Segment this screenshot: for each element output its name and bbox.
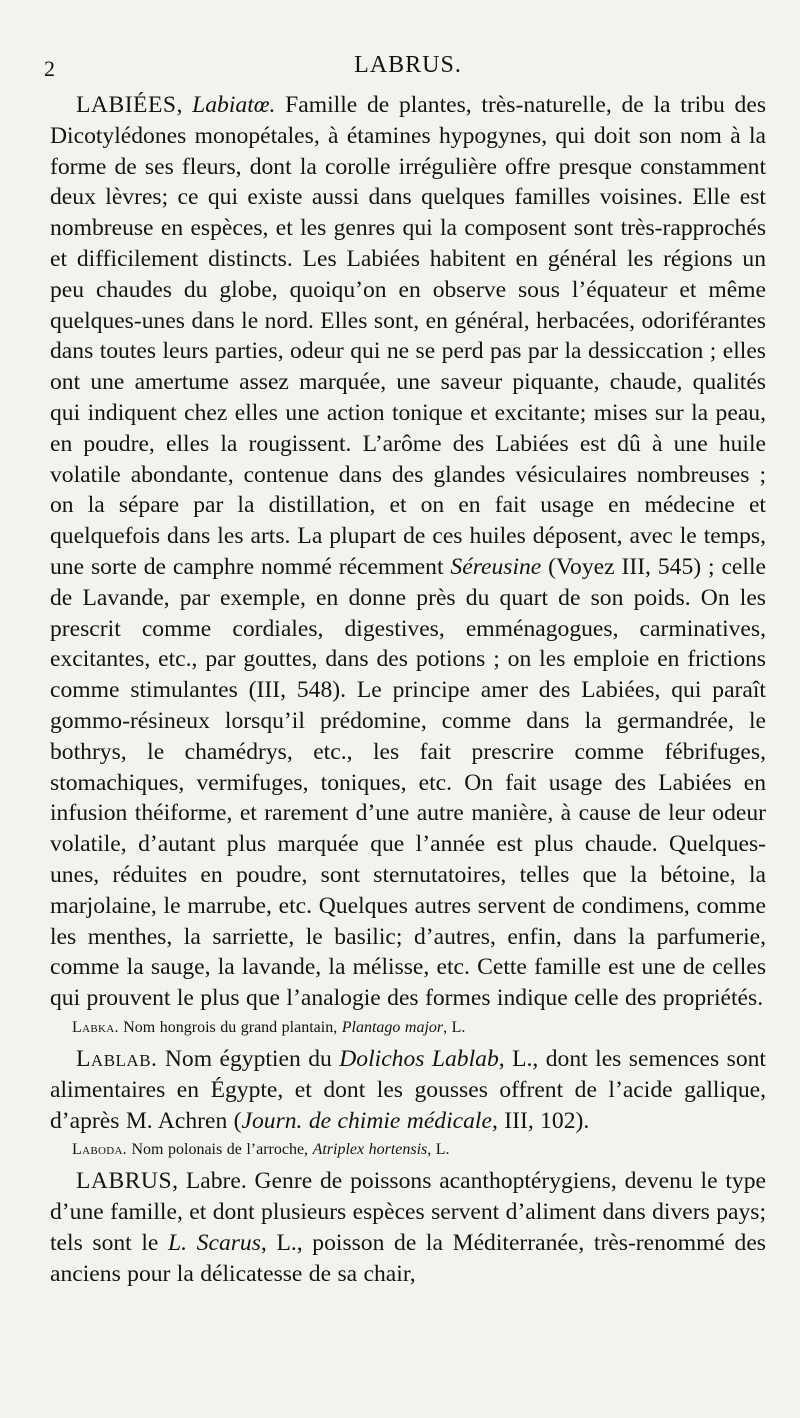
entry-text: Nom hongrois du grand plantain, — [118, 1018, 342, 1036]
entry-text: , L. — [443, 1018, 466, 1036]
entry-latin-name: Labiatœ. — [192, 92, 276, 118]
entry-term: Plantago major — [341, 1018, 444, 1036]
entry-term: L. Scarus — [168, 1229, 261, 1256]
entry-text: , L. — [427, 1141, 450, 1159]
entry-headword: Labka. — [72, 1018, 119, 1036]
entry-labka — [50, 1016, 766, 1040]
entry-text: , III, 102). — [491, 1107, 590, 1134]
entry-lablab — [50, 1044, 766, 1136]
entry-text: Famille de plantes, très-naturelle, de la tribu des Dicotylédones monopétales, à étamines hypogynes, qui doit son nom à la forme de ses fleurs, dont la corolle irrégulière offre presque constamment deux lèvres; ce qui existe aussi dans quelques familles voisines. Elle est nombreuse en espèces, et les genres qui la composent sont très-rapprochés et difficilement distincts. Les Labiées habitent en général les régions un peu chaudes du globe, quoiqu’on en observe sous l’équateur et même quelques-unes dans le nord. Elles sont, en général, herbacées, odoriférantes dans toutes leurs parties, odeur qui ne se perd pas par la dessiccation ; elles ont une amertume assez marquée, une saveur piquante, chaude, qualités qui indiquent chez elles une action tonique et excitante; mises sur la peau, en poudre, elles la rougissent. L’arôme des Labiées est dû à une huile volatile abondante, contenue dans des glandes vésiculaires nombreuses ; on la sépare par la distillation, et on en fait usage en médecine et quelquefois dans les arts. La plupart de ces huiles déposent, avec le temps, une sorte de camphre nommé récemment — [50, 92, 767, 580]
page-number: 2 — [44, 56, 55, 81]
entry-term: Journ. de chimie médicale — [241, 1107, 492, 1134]
entry-text: , Labre. Genre de poissons acanthoptérygiens, devenu le type d’une famille, et dont plusieurs espèces servent d’aliment dans divers pays; tels sont le — [50, 1168, 766, 1256]
entry-text: Nom polonais de l’arroche, — [127, 1141, 313, 1159]
entry-text: , L., poisson de la Méditerranée, très-renommé des anciens pour la délicatesse de sa chair, — [50, 1229, 766, 1287]
entry-term: Dolichos Lablab — [339, 1045, 499, 1072]
entry-text: Nom égyptien du — [157, 1045, 340, 1072]
entry-headword: LABIÉES — [76, 92, 177, 118]
entry-text: , L., dont les semences sont alimentaires en Égypte, et dont les gousses offrent de l’acide gallique, d’après M. Achren ( — [50, 1045, 766, 1134]
entry-term: Atriplex hortensis — [312, 1141, 428, 1159]
entry-laboda — [50, 1138, 766, 1162]
entry-headword: Lablab. — [76, 1045, 158, 1072]
running-head — [44, 50, 766, 90]
running-title: LABRUS. — [354, 52, 462, 78]
entry-headword: LABRUS — [76, 1168, 173, 1195]
entry-labrus — [50, 1166, 766, 1289]
entry-labiees: LABIÉES, Labiatœ. Famille de plantes, très-naturelle, de la tribu des Dicotylédones monopétales, à étamines hypogynes, qui doit son nom à la forme de ses fleurs, dont la corolle irrégulière offre presque constamment deux lèvres; ce qui existe aussi dans quelques familles voisines. Elle est nombreuse en espèces, et les genres qui la composent sont très-rapprochés et difficilement distincts. Les Labiées habitent en général les régions un peu chaudes du globe, quoiqu’on en observe sous l’équateur et même quelques-unes dans le nord. Elles sont, en général, herbacées, odoriférantes dans toutes leurs parties, odeur qui ne se perd pas par la dessiccation ; elles ont une amertume assez marquée, une saveur piquante, chaude, qualités qui indiquent chez elles une action tonique et excitante; mises sur la peau, en poudre, elles la rougissent. L’arôme des Labiées est dû à une huile volatile abondante, contenue dans des glandes vésiculaires nombreuses ; on la sépare par la distillation, et on en fait usage en médecine et quelquefois dans les arts. La plupart de ces huiles déposent, avec le temps, une sorte de camphre nommé récemment Séreusine (Voyez III, 545) ; celle de Lavande, par exemple, en donne près du quart de son poids. On les prescrit comme cordiales, digestives, emménagogues, carminatives, excitantes, etc., par gouttes, dans des potions ; on les emploie en frictions comme stimulantes (III, 548). Le principe amer des Labiées, qui paraît gommo-résineux lorsqu’il prédomine, comme dans la germandrée, le bothrys, le chamédrys, etc., les fait prescrire comme fébrifuges, stomachiques, vermifuges, toniques, etc. On fait usage des Labiées en infusion théiforme, et rarement d’une autre manière, à cause de leur odeur volatile, d’autant plus marquée que l’année est plus chaude. Quelques-unes, réduites en poudre, sont sternutatoires, telles que la bétoine, la marjolaine, le marrube, etc. Quelques autres servent de condimens, comme les menthes, la sarriette, le basilic; d’autres, enfin, dans la parfumerie, comme la sauge, la lavande, la mélisse, etc. Cette famille est une de celles qui prouvent le plus que l’analogie des formes indique celle des propriétés. — [50, 92, 767, 1012]
entry-term: Séreusine — [450, 553, 542, 580]
entry-headword: Laboda. — [72, 1141, 127, 1159]
entry-text: (Voyez III, 545) ; celle de Lavande, par exemple, en donne près du quart de son poids. On les prescrit comme cordiales, digestives, emménagogues, carminatives, excitantes, etc., par gouttes, dans des potions ; on les emploie en frictions comme stimulantes (III, 548). Le principe amer des Labiées, qui paraît gommo-résineux lorsqu’il prédomine, comme dans la germandrée, le bothrys, le chamédrys, etc., les fait prescrire comme fébrifuges, stomachiques, vermifuges, toniques, etc. On fait usage des Labiées en infusion théiforme, et rarement d’une autre manière, à cause de leur odeur volatile, d’autant plus marquée que l’année est plus chaude. Quelques-unes, réduites en poudre, sont sternutatoires, telles que la bétoine, la marjolaine, le marrube, etc. Quelques autres servent de condimens, comme les menthes, la sarriette, le basilic; d’autres, enfin, dans la parfumerie, comme la sauge, la lavande, la mélisse, etc. Cette famille est une de celles qui prouvent le plus que l’analogie des formes indique celle des propriétés. — [50, 553, 766, 1012]
